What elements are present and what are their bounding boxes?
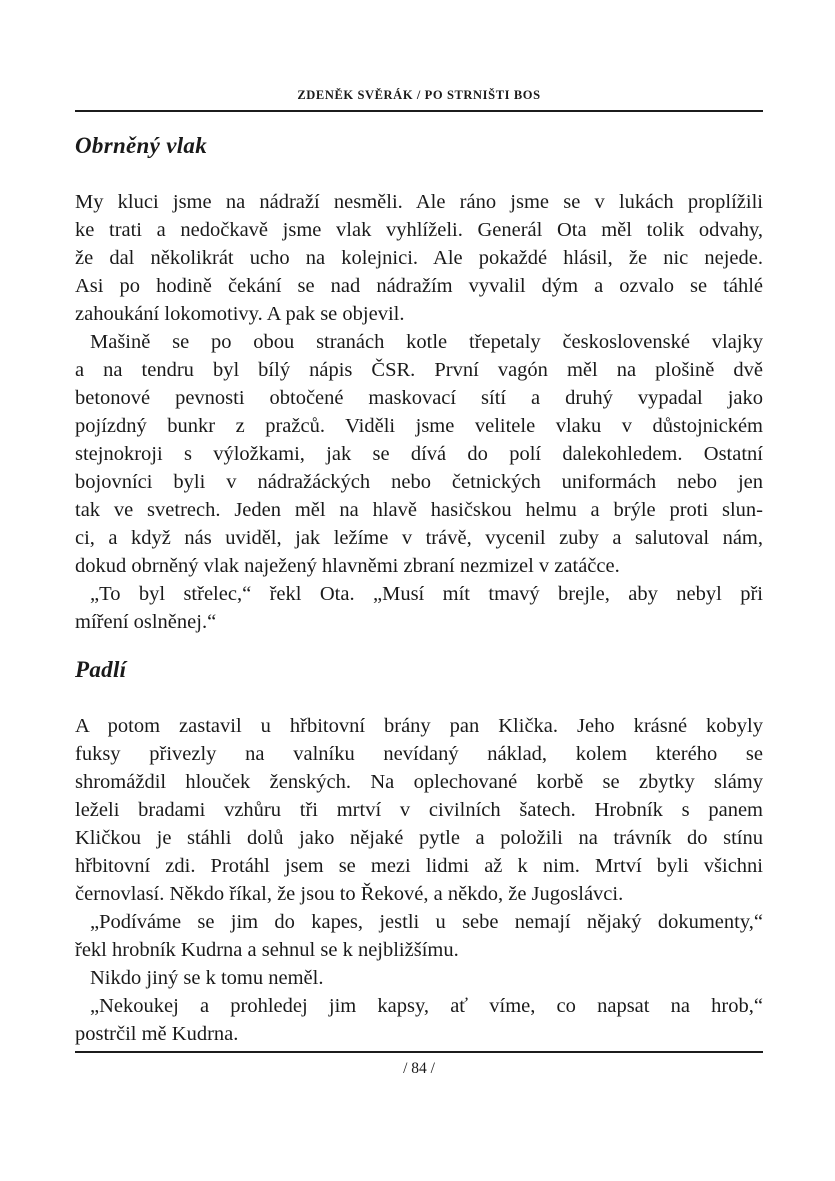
text-line: Kličkou je stáhli dolů jako nějaké pytle a položili na trávník do stínu (75, 827, 763, 849)
text-line: míření oslněnej.“ (75, 611, 217, 633)
running-header-text: ZDENĚK SVĚRÁK / PO STRNIŠTI BOS (297, 88, 541, 102)
paragraph (75, 188, 763, 328)
text-line: A potom zastavil u hřbitovní brány pan Klička. Jeho krásné kobyly (75, 715, 763, 737)
paragraph (75, 908, 763, 964)
text-line: postrčil mě Kudrna. (75, 1023, 239, 1045)
text-line: betonové pevnosti obtočené maskovací sítí a druhý vypadal jako (75, 387, 763, 409)
text-line: „Podíváme se jim do kapes, jestli u sebe nemají nějaký dokumenty,“ (90, 911, 763, 933)
paragraph (75, 580, 763, 636)
paragraph (75, 964, 763, 992)
text-line: „To byl střelec,“ řekl Ota. „Musí mít tmavý brejle, aby nebyl při (90, 583, 763, 605)
text-line: a na tendru byl bílý nápis ČSR. První vagón měl na plošině dvě (75, 359, 763, 381)
text-line: ci, a když nás uviděl, jak ležíme v trávě, vycenil zuby a salutoval nám, (75, 527, 763, 549)
text-line: tak ve svetrech. Jeden měl na hlavě hasičskou helmu a brýle proti slun- (75, 499, 763, 521)
text-line: My kluci jsme na nádraží nesměli. Ale ráno jsme se v lukách proplížili (75, 191, 763, 213)
text-line: fuksy přivezly na valníku nevídaný náklad, kolem kterého se (75, 743, 763, 765)
paragraph (75, 992, 763, 1048)
text-line: bojovníci byli v nádražáckých nebo četnických uniformách nebo jen (75, 471, 763, 493)
paragraph (75, 712, 763, 908)
text-line: leželi bradami vzhůru tři mrtví v civilních šatech. Hrobník s panem (75, 799, 763, 821)
text-line: „Nekoukej a prohledej jim kapsy, ať víme, co napsat na hrob,“ (90, 995, 763, 1017)
text-line: Nikdo jiný se k tomu neměl. (90, 967, 324, 989)
text-line: hřbitovní zdi. Protáhl jsem se mezi lidmi až k nim. Mrtví byli všichni (75, 855, 763, 877)
text-line: řekl hrobník Kudrna a sehnul se k nejbližšímu. (75, 939, 459, 961)
text-line: zahoukání lokomotivy. A pak se objevil. (75, 303, 405, 325)
text-line: že dal několikrát ucho na kolejnici. Ale pokaždé hlásil, že nic nejede. (75, 247, 763, 269)
paragraph (75, 328, 763, 580)
text-line: pojízdný bunkr z pražců. Viděli jsme velitele vlaku v důstojnickém (75, 415, 763, 437)
text-line: černovlasí. Někdo říkal, že jsou to Řekové, a někdo, že Jugoslávci. (75, 883, 624, 905)
page-body (75, 132, 763, 1048)
text-line: dokud obrněný vlak naježený hlavněmi zbraní nezmizel v zatáčce. (75, 555, 620, 577)
page-footer (75, 1051, 763, 1078)
text-line: Asi po hodině čekání se nad nádražím vyvalil dým a ozvalo se táhlé (75, 275, 763, 297)
section-heading: Obrněný vlak (75, 133, 208, 158)
text-line: Mašině se po obou stranách kotle třepetaly československé vlajky (90, 331, 763, 353)
text-line: stejnokroji s výložkami, jak se dívá do polí dalekohledem. Ostatní (75, 443, 763, 465)
text-line: ke trati a nedočkavě jsme vlak vyhlíželi. Generál Ota měl tolik odvahy, (75, 219, 763, 241)
page-number: / 84 / (403, 1060, 435, 1077)
section-heading: Padlí (75, 657, 127, 682)
text-line: shromáždil hlouček ženských. Na oplechované korbě se zbytky slámy (75, 771, 763, 793)
running-header (75, 88, 763, 112)
